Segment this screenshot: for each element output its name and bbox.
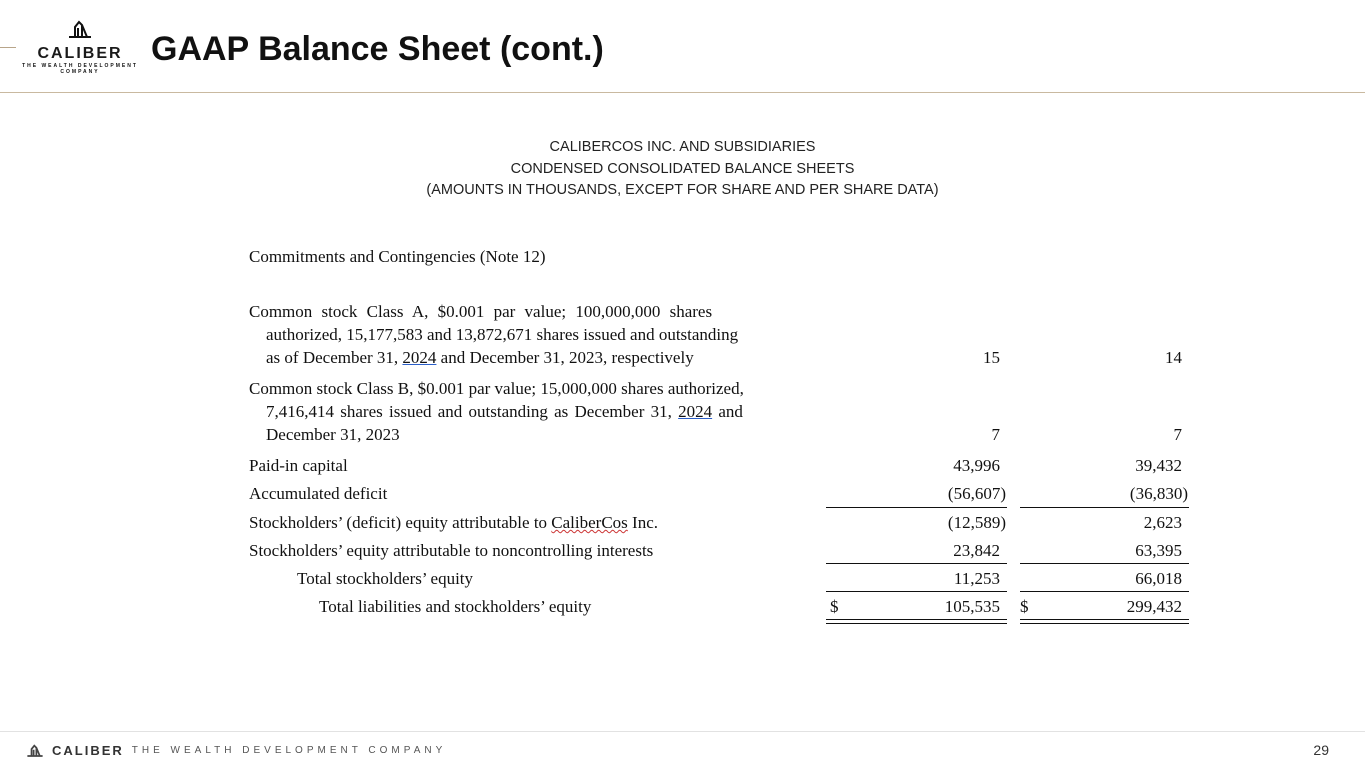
page-title: GAAP Balance Sheet (cont.) [151, 30, 604, 68]
class-b-2024: 7 [991, 425, 1000, 444]
rule [1020, 507, 1189, 508]
footer-divider [0, 731, 1365, 732]
row-noncontrolling: Stockholders’ equity attributable to noncontrolling interests [249, 541, 654, 560]
row-class-b-line2: 7,416,414 shares issued and outstanding as December 31, 2024 and [266, 402, 743, 421]
acc-2024: (56,607) [947, 484, 1006, 503]
row-class-b-line1: Common stock Class B, $0.001 par value; 15,000,000 shares authorized, [249, 379, 744, 398]
rule [826, 591, 1007, 592]
company-name: CALIBERCOS INC. AND SUBSIDIARIES [549, 139, 816, 155]
double-rule [826, 623, 1007, 624]
rule [1020, 591, 1189, 592]
row-class-a-line3: as of December 31, 2024 and December 31, 2023, respectively [266, 348, 694, 367]
tse-2023: 66,018 [1135, 569, 1182, 588]
caliber-logo: CALIBER THE WEALTH DEVELOPMENT COMPANY [22, 20, 138, 75]
page-number: 29 [1313, 742, 1329, 758]
row-commitments: Commitments and Contingencies (Note 12) [249, 247, 546, 266]
row-total-liabilities-equity: Total liabilities and stockholders’ equity [319, 597, 592, 616]
sd-2024: (12,589) [947, 513, 1006, 532]
sd-2023: 2,623 [1143, 513, 1182, 532]
rule [1020, 563, 1189, 564]
tl-2023: 299,432 [1126, 597, 1182, 616]
row-total-equity: Total stockholders’ equity [297, 569, 474, 588]
accent-line [0, 47, 16, 48]
footer-brand: CALIBER THE WEALTH DEVELOPMENT COMPANY [26, 743, 446, 758]
double-rule [1020, 623, 1189, 624]
building-logo-icon [26, 744, 44, 757]
class-a-2024: 15 [983, 348, 1000, 367]
tl-2024: 105,535 [944, 597, 1000, 616]
paid-in-2024: 43,996 [953, 456, 1000, 475]
statement-title: CONDENSED CONSOLIDATED BALANCE SHEETS [510, 161, 855, 177]
row-paid-in-capital: Paid-in capital [249, 456, 348, 475]
row-stockholders-deficit: Stockholders’ (deficit) equity attributable to CaliberCos Inc. [249, 513, 659, 532]
acc-2023: (36,830) [1129, 484, 1188, 503]
row-class-a-line1: Common stock Class A, $0.001 par value; 100,000,000 shares [249, 302, 713, 321]
double-rule [826, 619, 1007, 620]
header-divider [0, 92, 1365, 93]
class-b-2023: 7 [1173, 425, 1182, 444]
building-logo-icon [67, 20, 93, 38]
row-class-a-line2: authorized, 15,177,583 and 13,872,671 shares issued and outstanding [266, 325, 739, 344]
rule [826, 507, 1007, 508]
statement-units: (AMOUNTS IN THOUSANDS, EXCEPT FOR SHARE AND PER SHARE DATA) [426, 182, 939, 198]
class-a-2023: 14 [1165, 348, 1182, 367]
currency-symbol: $ [830, 597, 839, 616]
row-accumulated-deficit: Accumulated deficit [249, 484, 388, 503]
row-class-b-line3: December 31, 2023 [266, 425, 400, 444]
paid-in-2023: 39,432 [1135, 456, 1182, 475]
nci-2023: 63,395 [1135, 541, 1182, 560]
currency-symbol: $ [1020, 597, 1029, 616]
double-rule [1020, 619, 1189, 620]
nci-2024: 23,842 [953, 541, 1000, 560]
rule [826, 563, 1007, 564]
tse-2024: 11,253 [953, 569, 1000, 588]
